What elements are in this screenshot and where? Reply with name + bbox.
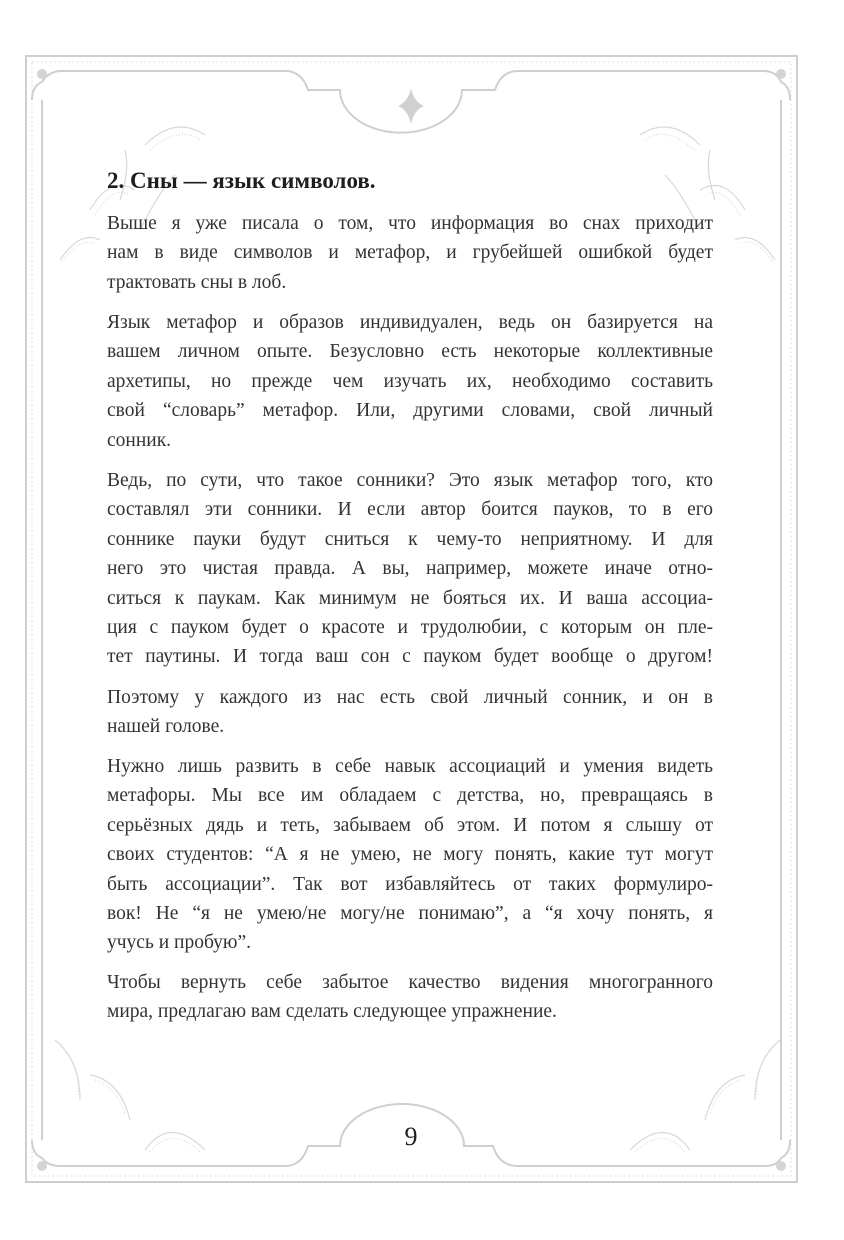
text-line: него это чистая правда. А вы, например, можете иначе отно- — [107, 558, 713, 580]
text-line: ситься к паукам. Как минимум не бояться их. И ваша ассоциа- — [107, 587, 713, 609]
text-line: свой “словарь” метафор. Или, другими словами, свой личный — [107, 400, 713, 422]
text-line: серьёзных дядь и теть, забываем об этом. И потом я слышу от — [107, 814, 713, 836]
text-line: составлял эти сонники. И если автор боится пауков, то в его — [107, 499, 713, 521]
paragraph-3 — [107, 466, 713, 672]
text-line: соннике пауки будут сниться к чему-то неприятному. И для — [107, 528, 713, 550]
text-line: вок! Не “я не умею/не могу/не понимаю”, а “я хочу понять, я — [107, 902, 713, 924]
section-heading: 2. Сны — язык символов. — [107, 168, 376, 193]
text-line: нам в виде символов и метафор, и грубейшей ошибкой будет — [107, 242, 713, 264]
text-line: тет паутины. И тогда ваш сон с пауком будет вообще о другом! — [107, 646, 713, 668]
page-number: 9 — [404, 1122, 418, 1151]
text-line: трактовать сны в лоб. — [107, 271, 287, 293]
paragraph-4 — [107, 683, 713, 742]
text-line: нашей голове. — [107, 716, 225, 738]
text-line: сонник. — [107, 429, 172, 451]
text-line: быть ассоциации”. Так вот избавляйтесь от таких формулиро- — [107, 873, 713, 895]
paragraph-2 — [107, 308, 713, 455]
paragraph-5 — [107, 752, 713, 958]
text-line: мира, предлагаю вам сделать следующее упражнение. — [107, 1001, 557, 1023]
paragraph-6 — [107, 968, 713, 1027]
text-line: Поэтому у каждого из нас есть свой личный сонник, и он в — [107, 687, 713, 708]
text-line: ция с пауком будет о красоте и трудолюбии, с которым он пле- — [107, 616, 713, 638]
text-line: Чтобы вернуть себе забытое качество видения многогранного — [107, 972, 713, 993]
text-line: метафоры. Мы все им обладаем с детства, но, превращаясь в — [107, 785, 713, 807]
text-line: Язык метафор и образов индивидуален, ведь он базируется на — [107, 312, 713, 333]
text-line: Выше я уже писала о том, что информация во снах приходит — [107, 213, 713, 234]
text-line: Ведь, по сути, что такое сонники? Это язык метафор того, кто — [107, 470, 713, 491]
text-line: учусь и пробую”. — [107, 932, 252, 954]
text-line: архетипы, но прежде чем изучать их, необходимо составить — [107, 370, 713, 392]
text-line: Нужно лишь развить в себе навык ассоциаций и умения видеть — [107, 756, 713, 777]
paragraph-1 — [107, 209, 713, 297]
text-line: вашем личном опыте. Безусловно есть некоторые коллективные — [107, 341, 713, 363]
text-line: своих студентов: “А я не умею, не могу понять, какие тут могут — [107, 844, 713, 866]
